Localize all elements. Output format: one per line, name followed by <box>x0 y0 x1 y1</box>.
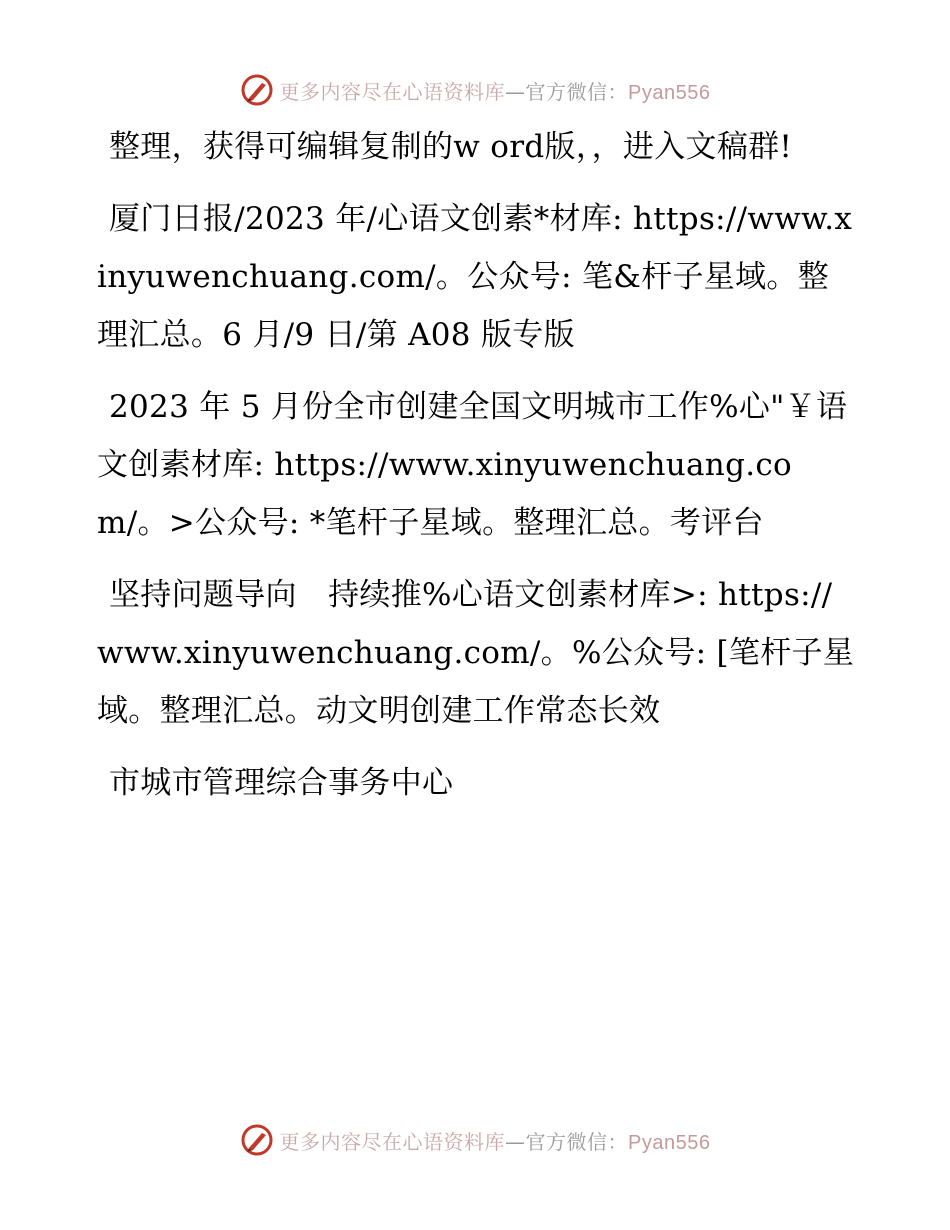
watermark-account: Pyan556 <box>628 81 711 104</box>
watermark-official: 官方微信： <box>525 79 629 104</box>
paragraph-5: 市城市管理综合事务中心 <box>109 765 454 801</box>
paragraph-4: 坚持问题导向 持续推%心语文创素材库>: https://www.xinyuwenchuang.com/。%公众号: [笔杆子星域。整理汇总。动文明创建工作常态长效 <box>97 577 855 729</box>
watermark-header <box>0 70 950 110</box>
watermark-official: 官方微信： <box>525 1129 629 1154</box>
watermark-footer <box>0 1120 950 1160</box>
watermark-separator: — <box>505 79 526 104</box>
paragraph-2: 厦门日报/2023 年/心语文创素*材库: https://www.xinyuwenchuang.com/。公众号: 笔&杆子星域。整理汇总。6 月/9 日/第 A08 版专版 <box>97 201 853 353</box>
watermark-promo: 更多内容尽在心语资料库 <box>279 1129 506 1154</box>
watermark-promo: 更多内容尽在心语资料库 <box>279 79 506 104</box>
paragraph-1: 整理，获得可编辑复制的w ord版，，进入文稿群! <box>109 129 793 165</box>
paragraph-3: 2023 年 5 月份全市创建全国文明城市工作%心"￥语文创素材库: https://www.xinyuwenchuang.com/。>公众号: *笔杆子星域。整理汇总。考评台 <box>97 389 848 541</box>
watermark-account: Pyan556 <box>628 1131 711 1154</box>
pen-logo-icon <box>240 1123 274 1157</box>
pen-logo-icon <box>240 73 274 107</box>
document-body <box>97 118 857 826</box>
watermark-separator: — <box>505 1129 526 1154</box>
